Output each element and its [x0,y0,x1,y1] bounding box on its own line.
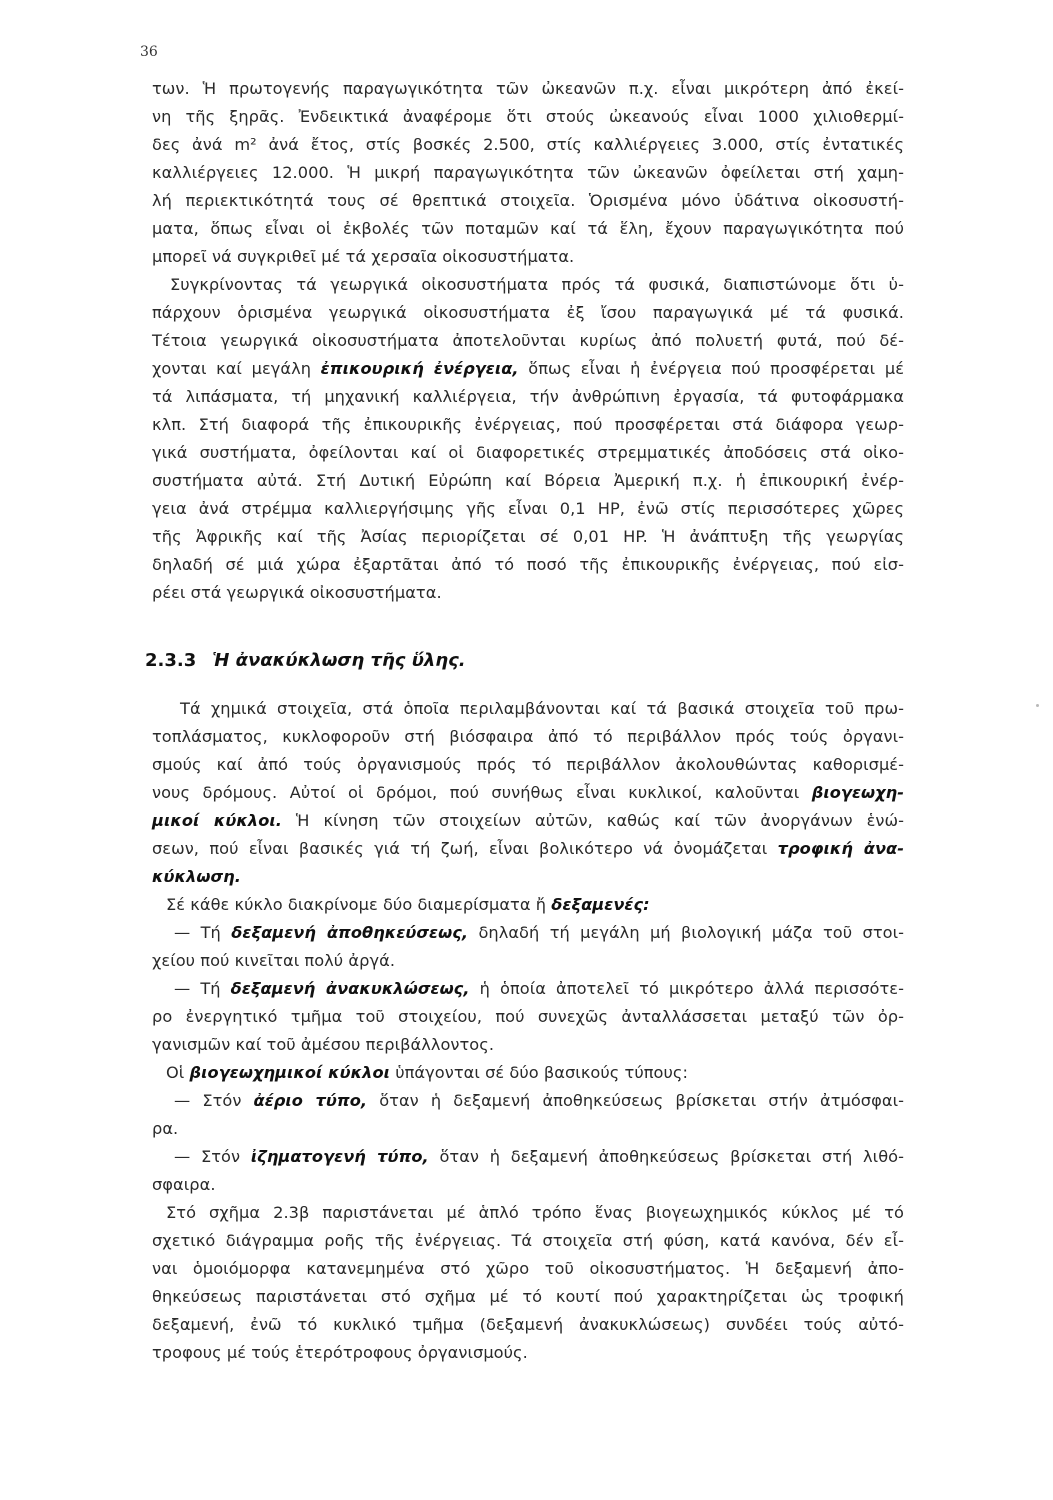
text-line: μπορεῖ νά συγκριθεῖ μέ τά χερσαῖα οἰκοσυστήματα. [152,247,575,266]
text-span: ὅταν ἡ δεξαμενή ἀποθηκεύσεως βρίσκεται στή λιθό- [439,1147,905,1166]
text-line: σχετικό διάγραμμα ροῆς τῆς ἐνέργειας. Τά στοιχεῖα στή φύση, κατά κανόνα, δέν εἶ- [152,1231,904,1250]
text-span: σεων, πού εἶναι βασικές γιά τή ζωή, εἶναι βολικότερο νά ὀνομάζεται [152,839,768,858]
emphasis-term: δεξαμενή ἀνακυκλώσεως, [230,979,470,998]
text-line: ρο ἐνεργητικό τμῆμα τοῦ στοιχείου, πού συνεχῶς ἀνταλλάσσεται μεταξύ τῶν ὀρ- [152,1007,904,1026]
text-line: γανισμῶν καί τοῦ ἀμέσου περιβάλλοντος. [152,1035,495,1054]
text-span: ἡ ὁποία ἀποτελεῖ τό μικρότερο ἀλλά περισσότε- [479,979,904,998]
emphasis-term: τροφική ἀνα- [777,839,904,858]
section-number: 2.3.3 [145,650,197,671]
text-line: συστήματα αὐτά. Στή Δυτική Εὐρώπη καί Βόρεια Ἀμερική π.χ. ἡ ἐπικουρική ἐνέρ- [152,471,904,490]
text-span: ὅταν ἡ δεξαμενή ἀποθηκεύσεως βρίσκεται στήν ἀτμόσφαι- [379,1091,904,1110]
text-span: — Τή [174,923,221,942]
scan-speck [1036,704,1039,707]
text-line: νη τῆς ξηρᾶς. Ἐνδεικτικά ἀναφέρομε ὅτι στούς ὠκεανούς εἶναι 1000 χιλιοθερμί- [152,107,904,126]
text-line [174,1143,904,1171]
text-line: τῆς Ἀφρικῆς καί τῆς Ἀσίας περιορίζεται σέ 0,01 HP. Ἡ ἀνάπτυξη τῆς γεωργίας [152,527,904,546]
text-line: κλπ. Στή διαφορά τῆς ἐπικουρικῆς ἐνέργειας, πού προσφέρεται στά διάφορα γεωρ- [152,415,904,434]
emphasis-term: δεξαμενή ἀποθηκεύσεως, [231,923,469,942]
text-line: γικά συστήματα, ὀφείλονται καί οἱ διαφορετικές στρεμματικές ἀποδόσεις στά οἰκο- [152,443,904,462]
text-line: θηκεύσεως παριστάνεται στό σχῆμα μέ τό κουτί πού χαρακτηρίζεται ὡς τροφική [152,1287,904,1306]
text-line: των. Ἡ πρωτογενής παραγωγικότητα τῶν ὠκεανῶν π.χ. εἶναι μικρότερη ἀπό ἐκεί- [152,79,904,98]
text-span: δηλαδή τή μεγάλη μή βιολογική μάζα τοῦ στοι- [478,923,904,942]
text-line: καλλιέργειες 12.000. Ἡ μικρή παραγωγικότητα τῶν ὠκεανῶν ὀφείλεται στή χαμη- [152,163,904,182]
text-span: χονται καί μεγάλη [152,359,312,378]
text-line: τά λιπάσματα, τή μηχανική καλλιέργεια, τήν ἀνθρώπινη ἐργασία, τά φυτοφάρμακα [152,387,904,406]
text-line [152,835,904,863]
text-span: — Στόν [174,1147,241,1166]
text-line: πάρχουν ὁρισμένα γεωργικά οἰκοσυστήματα ἐξ ἴσου παραγωγικά μέ τά φυσικά. [152,303,904,322]
text-line [152,863,904,891]
text-line [174,919,904,947]
emphasis-term: ἐπικουρική ἐνέργεια, [320,359,519,378]
text-line: γεια ἀνά στρέμμα καλλιεργήσιμης γῆς εἶναι 0,1 HP, ἐνῶ στίς περισσότερες χῶρες [152,499,904,518]
emphasis-term: βιογεωχη- [811,783,904,802]
text-line [166,1059,904,1087]
text-line [174,1087,904,1115]
text-line: λή περιεκτικότητά τους σέ θρεπτικά στοιχεῖα. Ὁρισμένα μόνο ὑδάτινα οἰκοσυστή- [152,191,904,210]
text-span: — Στόν [174,1091,242,1110]
text-line: σμούς καί ἀπό τούς ὀργανισμούς πρός τό περιβάλλον ἀκολουθώντας καθορισμέ- [152,755,904,774]
text-line [166,891,904,919]
emphasis-term: μικοί κύκλοι. [152,811,282,830]
page-number: 36 [140,44,158,60]
text-span: Σέ κάθε κύκλο διακρίνομε δύο διαμερίσματα ἤ [166,895,547,914]
text-span: ὅπως εἶναι ἡ ἐνέργεια πού προσφέρεται μέ [528,359,904,378]
text-line: ναι ὁμοιόμορφα κατανεμημένα στό χῶρο τοῦ οἰκοσυστήματος. Ἡ δεξαμενή ἀπο- [152,1259,904,1278]
text-line [174,975,904,1003]
text-span: ὑπάγονται σέ δύο βασικούς τύπους: [395,1063,688,1082]
text-line: Τέτοια γεωργικά οἰκοσυστήματα ἀποτελοῦνται κυρίως ἀπό πολυετή φυτά, πού δέ- [152,331,904,350]
text-line: Τά χημικά στοιχεῖα, στά ὁποῖα περιλαμβάνονται καί τά βασικά στοιχεῖα τοῦ πρω- [180,699,904,718]
text-span: Ἡ κίνηση τῶν στοιχείων αὐτῶν, καθώς καί τῶν ἀνοργάνων ἑνώ- [295,811,904,830]
text-line: ρα. [152,1119,179,1138]
text-span: — Τή [174,979,221,998]
emphasis-term: ἀέριο τύπο, [253,1091,368,1110]
text-line: δες ἀνά m² ἀνά ἔτος, στίς βοσκές 2.500, στίς καλλιέργειες 3.000, στίς ἐντατικές [152,135,904,154]
text-line: δηλαδή σέ μιά χώρα ἐξαρτᾶται ἀπό τό ποσό τῆς ἐπικουρικῆς ἐνέργειας, πού εἰσ- [152,555,904,574]
text-line: ματα, ὅπως εἶναι οἱ ἐκβολές τῶν ποταμῶν καί τά ἕλη, ἔχουν παραγωγικότητα πού [152,219,904,238]
text-line [152,807,904,835]
text-span: Οἱ [166,1063,185,1082]
section-heading [145,650,466,671]
text-line: τοπλάσματος, κυκλοφοροῦν στή βιόσφαιρα ἀπό τό περιβάλλον πρός τούς ὀργανι- [152,727,904,746]
text-line [152,355,904,383]
emphasis-term: κύκλωση. [152,867,241,886]
text-line: Στό σχῆμα 2.3β παριστάνεται μέ ἁπλό τρόπο ἕνας βιογεωχημικός κύκλος μέ τό [166,1203,904,1222]
text-span: νους δρόμους. Αὐτοί οἱ δρόμοι, πού συνήθως εἶναι κυκλικοί, καλοῦνται [152,783,800,802]
text-line: Συγκρίνοντας τά γεωργικά οἰκοσυστήματα πρός τά φυσικά, διαπιστώνομε ὅτι ὑ- [170,275,904,294]
text-line: τροφους μέ τούς ἑτερότροφους ὀργανισμούς. [152,1343,528,1362]
emphasis-term: ἰζηματογενή τύπο, [250,1147,429,1166]
emphasis-term: δεξαμενές: [551,895,650,914]
emphasis-term: βιογεωχημικοί κύκλοι [189,1063,391,1082]
text-line: χείου πού κινεῖται πολύ ἀργά. [152,951,396,970]
text-line: σφαιρα. [152,1175,216,1194]
text-line: δεξαμενή, ἐνῶ τό κυκλικό τμῆμα (δεξαμενή ἀνακυκλώσεως) συνδέει τούς αὐτό- [152,1315,904,1334]
section-title: Ἡ ἀνακύκλωση τῆς ὕλης. [212,650,466,671]
text-line: ρέει στά γεωργικά οἰκοσυστήματα. [152,583,442,602]
text-line [152,779,904,807]
